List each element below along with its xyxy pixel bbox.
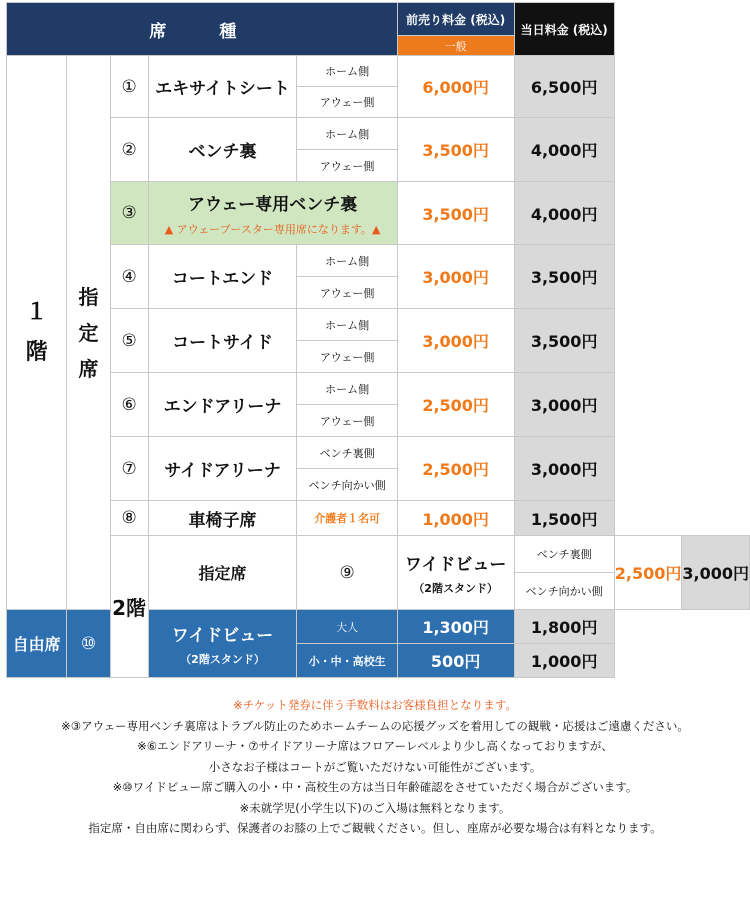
advance-price: 500円 — [397, 644, 514, 678]
advance-price: 3,000円 — [397, 245, 514, 309]
seat-name: エンドアリーナ — [148, 373, 297, 437]
tier-label: 大人 — [297, 610, 397, 644]
side-label: ホーム側 — [297, 373, 397, 405]
seat-name: サイドアリーナ — [148, 437, 297, 501]
general-label: 一般 — [397, 36, 514, 56]
seat-name: ベンチ裏 — [148, 118, 297, 182]
seat-name: ワイドビュー — [404, 554, 507, 575]
reserved-seat-label — [67, 56, 110, 610]
side-label: ベンチ裏側 — [297, 437, 397, 469]
free-seat-label: 自由席 — [7, 610, 67, 678]
advance-price: 1,300円 — [397, 610, 514, 644]
same-day-price-header: 当日料金 (税込) — [514, 3, 614, 56]
side-label: ホーム側 — [297, 309, 397, 341]
reserved-seat-text: 指 定 席 — [78, 284, 99, 381]
advance-price: 1,000円 — [397, 501, 514, 536]
lap-seating-note: 指定席・自由席に関わらず、保護者のお膝の上でご観戦ください。但し、座席が必要な場合は有料となります。 — [88, 821, 662, 835]
same-day-price: 4,000円 — [514, 118, 614, 182]
advance-price: 2,500円 — [614, 536, 682, 610]
side-label: アウェー側 — [297, 150, 397, 182]
seat-name: アウェー専用ベンチ裏 — [187, 194, 358, 215]
fee-note: ※チケット発券に伴う手数料はお客様負担となります。 — [233, 698, 517, 712]
seat-name: コートエンド — [148, 245, 297, 309]
seat-number: ⑨ — [297, 536, 397, 610]
reserved-seat-2f-label: 指定席 — [148, 536, 297, 610]
advance-price: 3,500円 — [397, 118, 514, 182]
side-label: ベンチ向かい側 — [514, 573, 614, 610]
free-admission-note: ※未就学児(小学生以下)のご入場は無料となります。 — [239, 800, 511, 815]
side-label: ホーム側 — [297, 56, 397, 87]
away-bench-cell — [148, 182, 397, 245]
advance-price-header: 前売り料金 (税込) — [397, 3, 514, 36]
side-label: アウェー側 — [297, 277, 397, 309]
seat-type-header: 席 種 — [7, 3, 398, 56]
same-day-price: 3,000円 — [514, 373, 614, 437]
ticket-price-table — [6, 2, 750, 678]
seat-number: ⑥ — [110, 373, 148, 437]
away-seat-note: ※③アウェー専用ベンチ裏席はトラブル防止のためホームチームの応援グッズを着用しての観戦・応援はご遠慮ください。 — [61, 718, 689, 733]
side-label: アウェー側 — [297, 87, 397, 118]
same-day-price: 1,500円 — [514, 501, 614, 536]
same-day-price: 6,500円 — [514, 56, 614, 118]
seat-number: ⑦ — [110, 437, 148, 501]
advance-price: 2,500円 — [397, 437, 514, 501]
notes-section — [0, 695, 750, 839]
arena-note-line1: ※⑥エンドアリーナ・⑦サイドアリーナ席はフロアーレベルより少し高くなっておりますが、 — [137, 739, 613, 753]
side-label: ホーム側 — [297, 245, 397, 277]
advance-price: 2,500円 — [397, 373, 514, 437]
advance-price: 3,500円 — [397, 182, 514, 245]
seat-sub: （2階スタンド） — [413, 581, 498, 595]
caregiver-note: 介護者１名可 — [297, 501, 397, 536]
seat-name: コートサイド — [148, 309, 297, 373]
side-label: ホーム側 — [297, 118, 397, 150]
seat-number: ④ — [110, 245, 148, 309]
seat-number: ⑧ — [110, 501, 148, 536]
same-day-price: 1,800円 — [514, 610, 614, 644]
same-day-price: 1,000円 — [514, 644, 614, 678]
arena-note-line2: 小さなお子様はコートがご覧いただけない可能性がございます。 — [208, 759, 542, 774]
age-check-note: ※⑩ワイドビュー席ご購入の小・中・高校生の方は当日年齢確認をさせていただく場合がございます。 — [112, 780, 638, 794]
wide-view-cell — [397, 536, 514, 610]
same-day-price: 4,000円 — [514, 182, 614, 245]
seat-number: ③ — [110, 182, 148, 245]
advance-price: 3,000円 — [397, 309, 514, 373]
side-label: ベンチ向かい側 — [297, 469, 397, 501]
seat-number: ① — [110, 56, 148, 118]
seat-number: ② — [110, 118, 148, 182]
floor-2-label: 2階 — [110, 536, 148, 678]
seat-name: エキサイトシート — [148, 56, 297, 118]
same-day-price: 3,500円 — [514, 245, 614, 309]
seat-sub: （2階スタンド） — [180, 652, 265, 666]
floor-1-label — [7, 56, 67, 610]
same-day-price: 3,500円 — [514, 309, 614, 373]
seat-number: ⑩ — [67, 610, 110, 678]
wide-view-free-cell — [148, 610, 297, 678]
away-only-note: ▲ アウェーブースター専用席になります。▲ — [164, 222, 381, 236]
seat-name: ワイドビュー — [171, 625, 274, 646]
same-day-price: 3,000円 — [682, 536, 750, 610]
side-label: アウェー側 — [297, 405, 397, 437]
advance-price: 6,000円 — [397, 56, 514, 118]
same-day-price: 3,000円 — [514, 437, 614, 501]
side-label: アウェー側 — [297, 341, 397, 373]
seat-number: ⑤ — [110, 309, 148, 373]
side-label: ベンチ裏側 — [514, 536, 614, 573]
seat-name: 車椅子席 — [148, 501, 297, 536]
tier-label: 小・中・高校生 — [297, 644, 397, 678]
floor-1-text: １ 階 — [25, 299, 48, 365]
